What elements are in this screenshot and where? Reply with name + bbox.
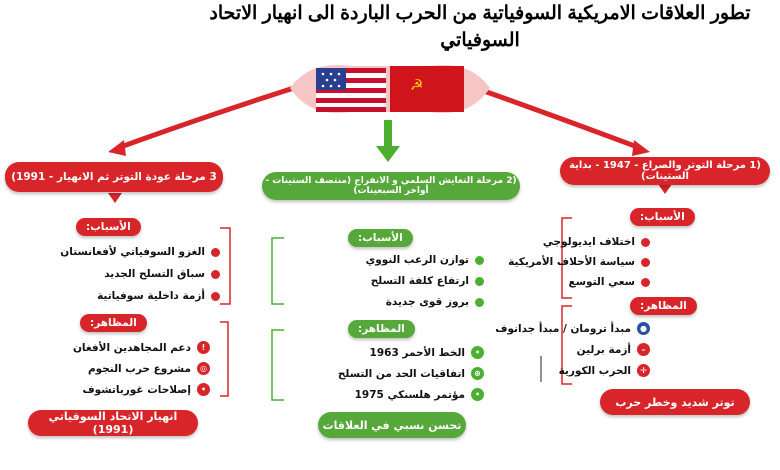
alert-icon: ! [197,341,210,354]
arrow-head-right [632,140,650,156]
middle-manifest-label: المظاهر: [348,320,415,338]
middle-manifest-bracket [272,330,284,400]
pin-icon: • [471,346,484,359]
right-cause-item: اختلاف ايديولوجي [543,236,650,248]
middle-manifest-item: ⊕ اتفاقيات الحد من التسلح [338,367,484,380]
middle-manifest-item: • الخط الأحمر 1963 [370,346,484,359]
right-manifest-item: ✛ الحرب الكورية [559,364,650,377]
left-causes-bracket [220,228,230,304]
bullet-icon [475,256,484,265]
flags-banner [290,52,490,124]
left-manifest-item: • إصلاحات غورباتشوف [82,383,210,396]
arrow-head-left [108,140,126,156]
left-cause-item: أزمة داخلية سوفياتية [97,290,220,302]
arrow-to-right-branch [470,86,640,148]
person-icon: • [471,388,484,401]
down-arrow-left [108,193,122,203]
globe-icon: ⊕ [471,367,484,380]
person-icon: • [197,383,210,396]
left-manifest-bracket [220,322,228,396]
right-cause-item: سياسة الأحلاف الأمريكية [508,256,650,268]
bullet-icon [211,292,220,301]
svg-text:☭: ☭ [410,76,424,94]
bullet-icon [211,270,220,279]
usa-flag-icon [316,68,386,112]
left-manifest-label: المظاهر: [80,314,147,332]
bullet-icon [475,277,484,286]
arrow-head-middle [376,146,400,162]
middle-cause-item: ارتفاع كلفة التسلح [371,275,484,287]
bullet-icon [641,278,650,287]
middle-cause-item: توازن الرعب النووي [366,254,484,266]
page-title: تطور العلاقات الامريكية السوفياتية من الحرب الباردة الى انهيار الاتحاد السوفياتي [209,3,751,51]
bullet-icon [641,238,650,247]
middle-causes-bracket [272,238,284,304]
down-arrow-right [658,184,672,194]
ussr-flag-icon [390,66,464,112]
right-manifest-item: ● مبدأ ترومان / مبدأ جدانوف [495,322,650,335]
left-cause-item: سباق التسلح الجديد [104,268,220,280]
arrow-to-left-branch [118,86,300,148]
left-result-box: انهيار الاتحاد السوفياتي (1991) [28,410,198,436]
bullet-icon [475,298,484,307]
target-icon: ◎ [197,362,210,375]
middle-manifest-item: • مؤتمر هلسنكي 1975 [355,388,484,401]
left-manifest-item: ◎ مشروع حرب النجوم [88,362,210,375]
left-cause-item: الغزو السوفياتي لأفغانستان [60,246,220,258]
left-causes-label: الأسباب: [76,218,141,236]
middle-cause-item: بروز قوى جديدة [386,296,484,308]
right-manifest-item: – أزمة برلين [577,343,650,356]
left-manifest-item: ! دعم المجاهدين الأفغان [73,341,210,354]
bullet-icon [211,248,220,257]
middle-result-box: تحسن نسبي في العلاقات [318,412,466,438]
handshake-icon: ● [637,322,650,335]
left-phase-header: 3 مرحلة عودة التوتر ثم الانهيار - 1991) [5,162,223,192]
right-phase-header: (1 مرحلة التوتر والصراع - 1947 - بداية الستينات) [560,157,770,185]
minus-icon: – [637,343,650,356]
middle-phase-header: (2 مرحلة التعايش السلمي و الانفراج (منتصف الستينات - أواخر السبعينات) [262,172,520,200]
right-causes-label: الأسباب: [630,208,695,226]
right-result-box: توتر شديد وخطر حرب [600,389,750,415]
right-manifest-label: المظاهر: [630,297,697,315]
bullet-icon [641,258,650,267]
target-icon: ✛ [637,364,650,377]
right-cause-item: سعي التوسع [569,276,650,288]
middle-causes-label: الأسباب: [348,229,413,247]
